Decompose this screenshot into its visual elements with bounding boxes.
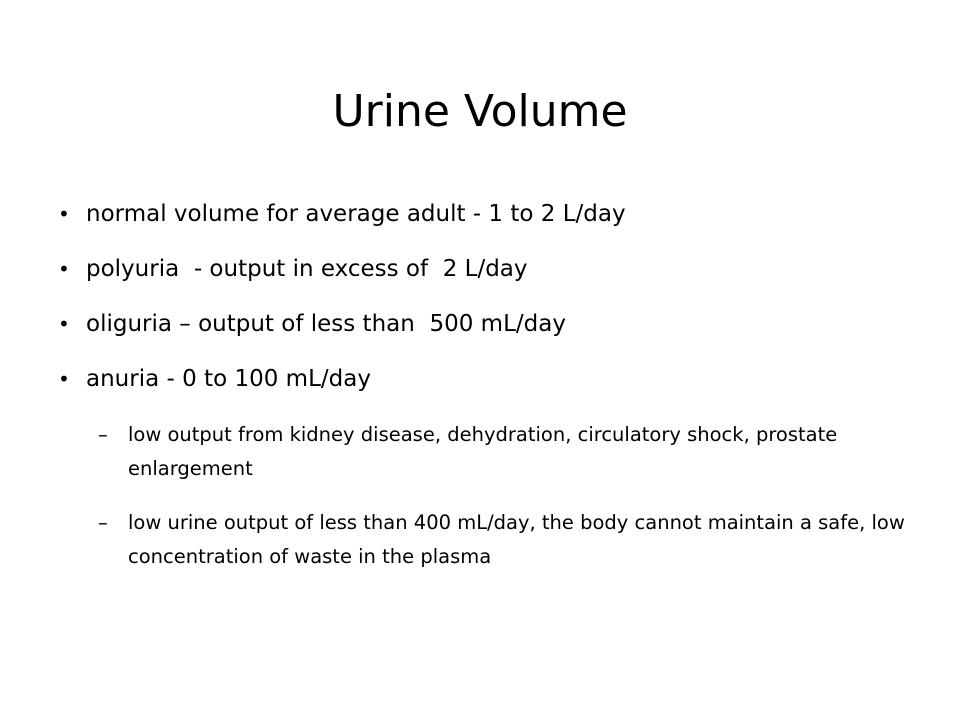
bullet-text-normal-volume: normal volume for average adult - 1 to 2 L/day (86, 201, 626, 227)
sub-bullet-marker: – (98, 511, 108, 534)
bullet-marker: • (58, 367, 70, 391)
sub-bullet-text-low-output: low output from kidney disease, dehydration, circulatory shock, prostate enlargement (128, 423, 838, 480)
bullet-text-oliguria: oliguria – output of less than 500 mL/day (86, 311, 566, 337)
bullet-text-anuria: anuria - 0 to 100 mL/day (86, 366, 371, 392)
bullet-marker: • (58, 202, 70, 226)
bullet-list (58, 194, 918, 414)
sub-bullet-item (98, 506, 908, 574)
bullet-marker: • (58, 312, 70, 336)
bullet-item (58, 249, 918, 289)
sub-bullet-item (98, 418, 908, 486)
sub-bullet-text-low-urine-output: low urine output of less than 400 mL/day, the body cannot maintain a safe, low concentration of waste in the plasma (128, 511, 905, 568)
sub-bullet-marker: – (98, 423, 108, 446)
bullet-marker: • (58, 257, 70, 281)
bullet-item (58, 359, 918, 399)
slide-title: Urine Volume (332, 86, 628, 137)
sub-bullet-list (98, 418, 908, 594)
bullet-item (58, 304, 918, 344)
bullet-item (58, 194, 918, 234)
bullet-text-polyuria: polyuria - output in excess of 2 L/day (86, 256, 528, 282)
